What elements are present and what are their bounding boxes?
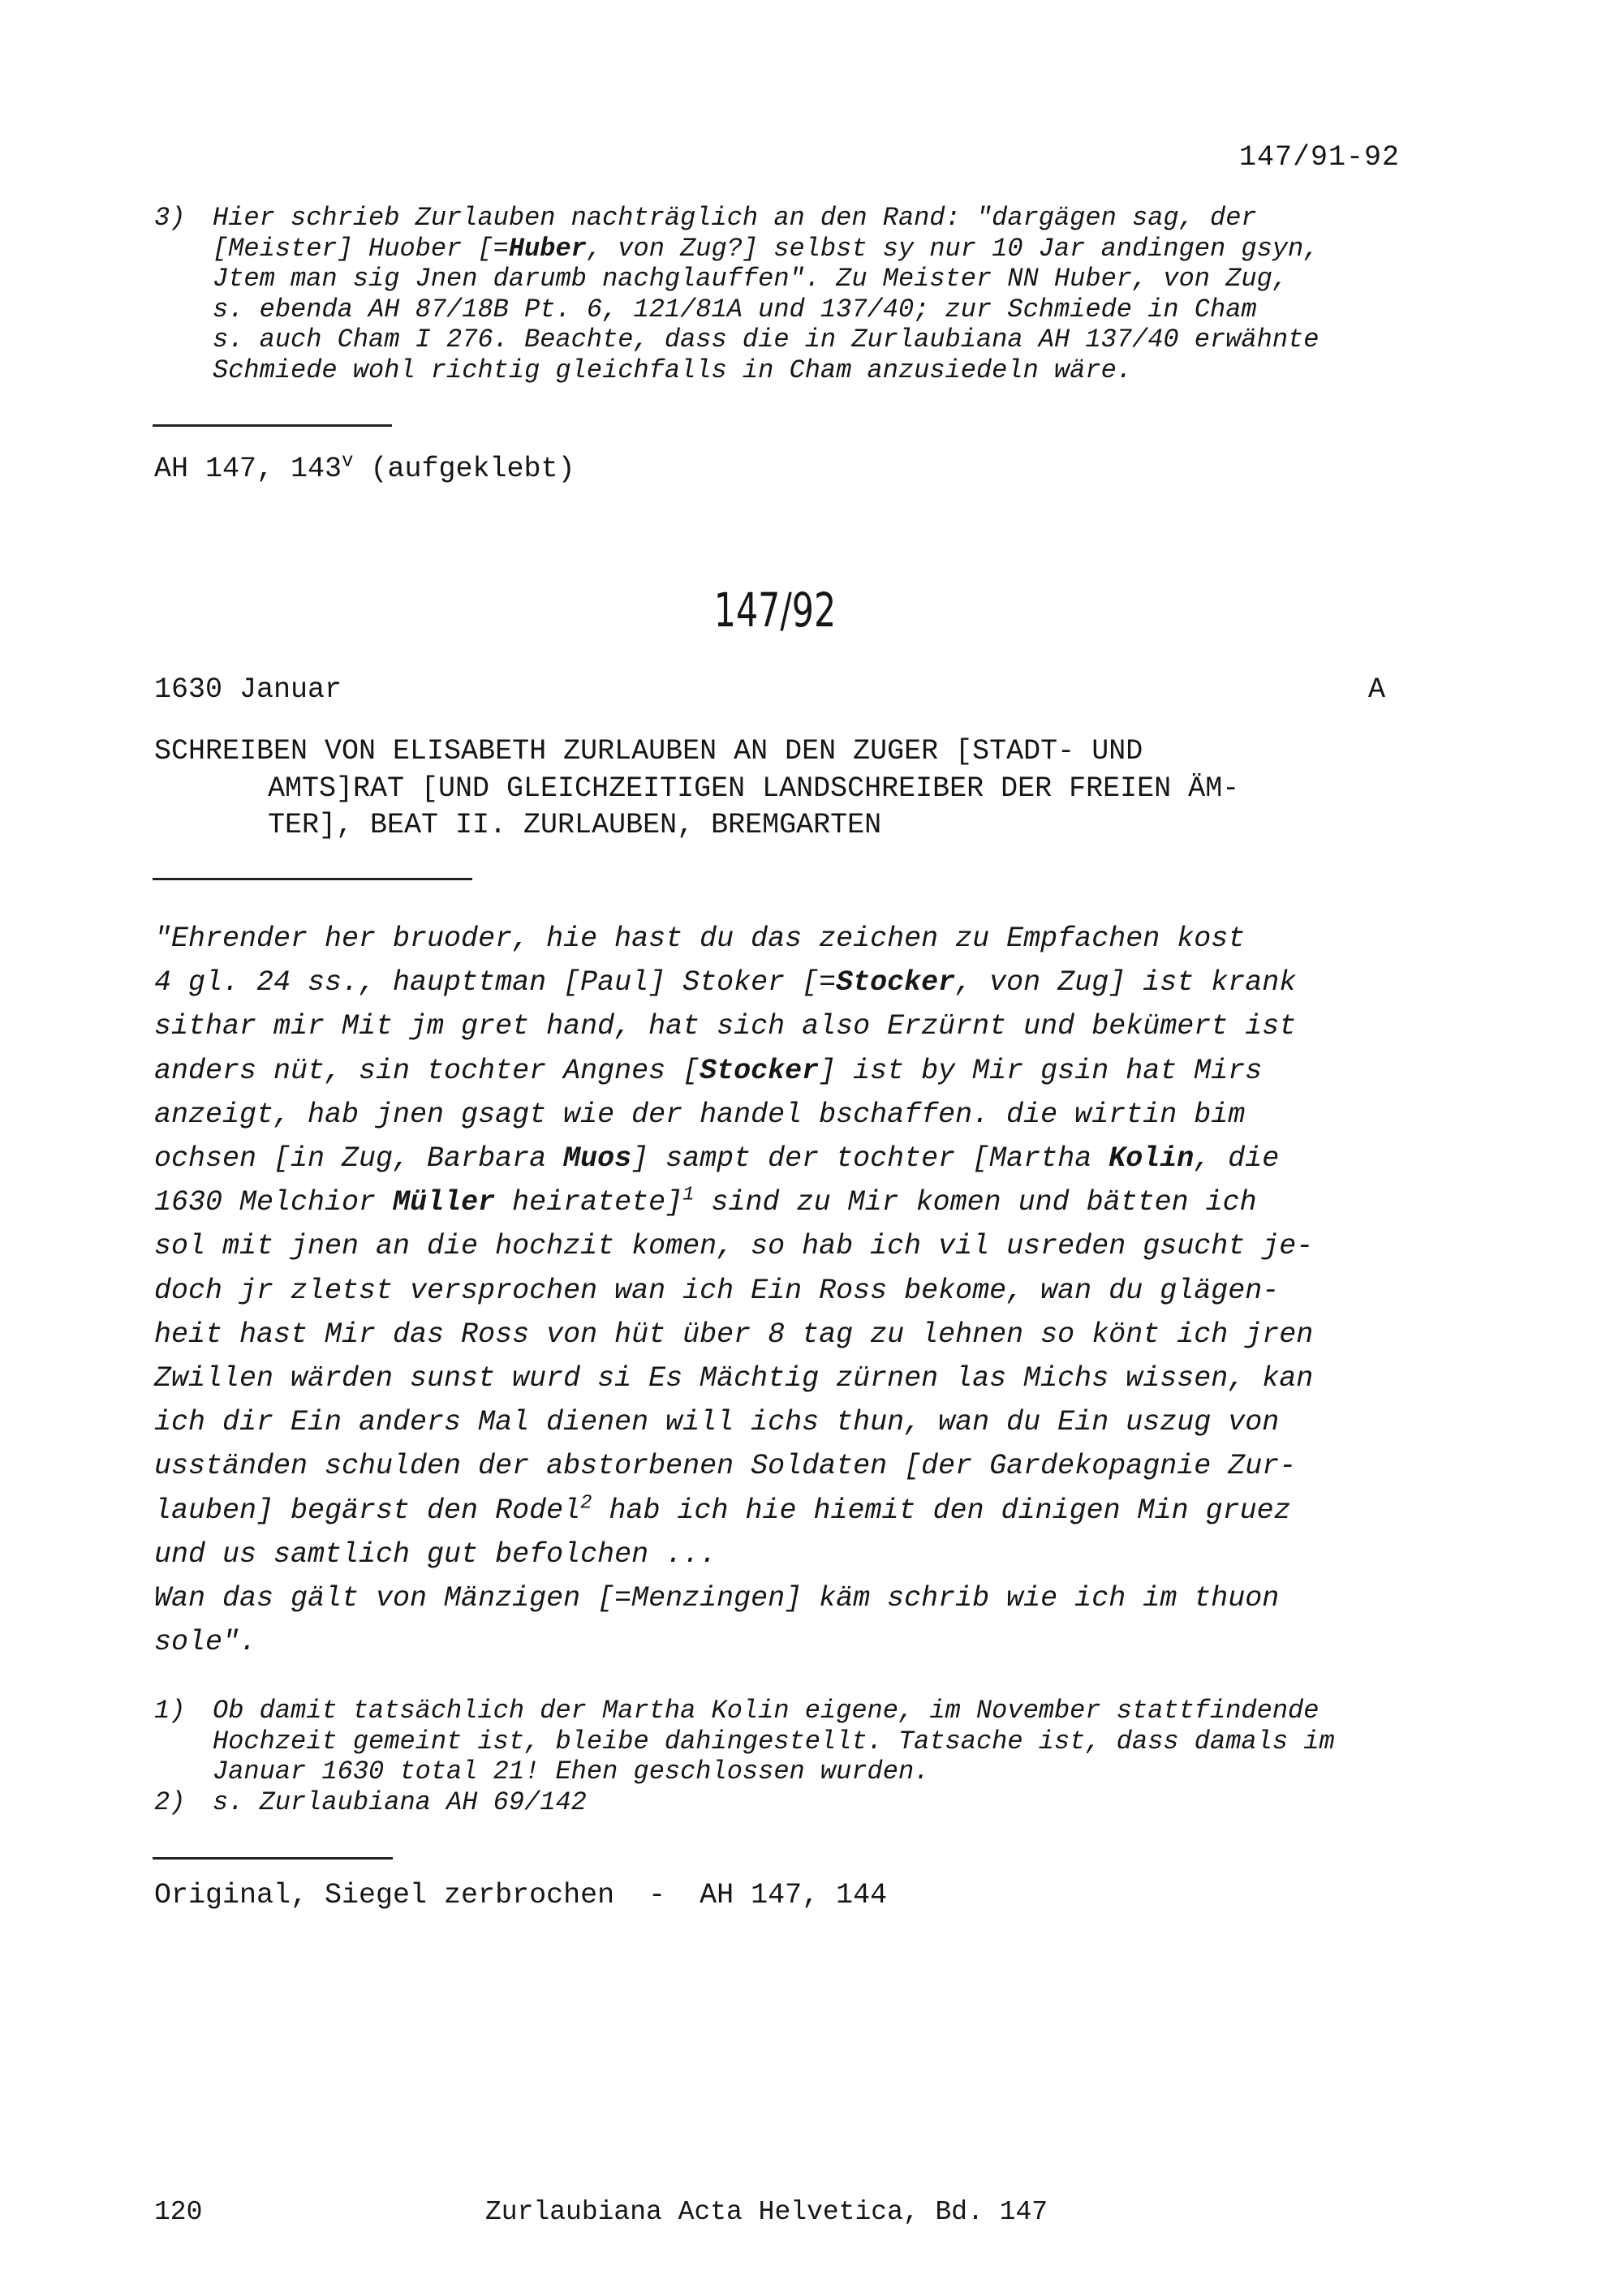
footnote-3 <box>154 203 1420 385</box>
text-segment: [Meister] Huober [= <box>213 233 509 264</box>
text-segment: Schmiede wohl richtig gleichfalls in Cham anzusiedeln wäre. <box>213 355 1132 385</box>
text-segment: sind zu Mir komen und bätten ich <box>694 1186 1257 1219</box>
footnote-line: s. Zurlaubiana AH 69/142 <box>213 1786 587 1817</box>
emphasized-name: Huber <box>508 233 587 264</box>
letter-line <box>154 1224 1420 1268</box>
footnote-number: 2) <box>154 1786 186 1817</box>
text-segment: Wan das gält von Mänzigen [=Menzingen] käm schrib wie ich im thuon <box>154 1582 1280 1615</box>
text-segment: sithar mir Mit jm gret hand, hat sich also Erzürnt und bekümert ist <box>154 1010 1297 1043</box>
letter-line <box>154 1533 1420 1576</box>
text-segment: hab ich hie hiemit den dinigen Min gruez <box>592 1494 1291 1527</box>
letter-line <box>154 1004 1420 1048</box>
previous-source-suffix: (aufgeklebt) <box>353 453 575 485</box>
emphasized-name: Stocker <box>836 966 956 1000</box>
text-segment: ] sampt der tochter [Martha <box>631 1142 1109 1176</box>
document-date: 1630 Januar <box>154 673 342 706</box>
document-number: 147/92 <box>713 583 837 638</box>
emphasized-name: Muos <box>563 1142 632 1176</box>
text-segment: und us samtlich gut befolchen ... <box>154 1537 717 1571</box>
text-segment: ] ist by Mir gsin hat Mirs <box>819 1054 1263 1087</box>
text-segment: sole". <box>154 1626 257 1659</box>
text-segment: anzeigt, hab jnen gsagt wie der handel bschaffen. die wirtin bim <box>154 1098 1246 1131</box>
footnote-reference: 2 <box>580 1491 592 1514</box>
emphasized-name: Stocker <box>700 1054 820 1087</box>
footnote-text <box>213 1787 1420 1818</box>
letter-line <box>154 1400 1420 1444</box>
letter-line <box>154 1180 1420 1224</box>
page-reference: 147/91-92 <box>1238 141 1400 174</box>
letter-line <box>154 1357 1420 1400</box>
document-type-code: A <box>1368 673 1386 706</box>
page-number: 120 <box>154 2197 203 2227</box>
footnote-line: Ob damit tatsächlich der Martha Kolin eigene, im November stattfindende <box>213 1696 1319 1726</box>
footnote-number: 1) <box>154 1696 186 1726</box>
text-segment: Jtem man sig Jnen darumb nachglauffen". Zu Meister NN Huber, von Zug, <box>213 264 1289 294</box>
footer-title: Zurlaubiana Acta Helvetica, Bd. 147 <box>485 2197 1048 2227</box>
footnote-reference: 1 <box>682 1184 695 1206</box>
text-segment: lauben] begärst den Rodel <box>154 1494 581 1527</box>
text-segment: anders nüt, sin tochter Angnes [ <box>154 1054 700 1087</box>
footnote-line: Januar 1630 total 21! Ehen geschlossen wurden. <box>213 1756 930 1786</box>
text-segment: ich dir Ein anders Mal dienen will ichs thun, wan du Ein uszug von <box>154 1406 1280 1439</box>
section-divider <box>153 1857 393 1860</box>
source-line: Original, Siegel zerbrochen - AH 147, 144 <box>154 1879 888 1911</box>
letter-line <box>154 1620 1420 1664</box>
footnote-text <box>213 203 1420 385</box>
previous-source-verso: v <box>342 450 354 473</box>
footnote <box>154 1696 1420 1787</box>
text-segment: heit hast Mir das Ross von hüt über 8 tag zu lehnen so könt ich jren <box>154 1318 1314 1351</box>
footnote-line <box>213 264 1420 295</box>
document-heading <box>154 733 1420 845</box>
text-segment: doch jr zletst versprochen wan ich Ein Ross bekome, wan du glägen- <box>154 1274 1280 1307</box>
section-divider <box>153 878 472 880</box>
footnote-number: 3) <box>154 203 186 233</box>
letter-line <box>154 1489 1420 1533</box>
previous-source-prefix: AH 147, 143 <box>154 453 342 485</box>
text-segment: ochsen [in Zug, Barbara <box>154 1142 564 1176</box>
heading-line: AMTS]RAT [UND GLEICHZEITIGEN LANDSCHREIBER DER FREIEN ÄM- <box>268 772 1240 805</box>
letter-line <box>154 1313 1420 1357</box>
footnote-line <box>213 355 1420 386</box>
text-segment: , von Zug?] selbst sy nur 10 Jar andingen gsyn, <box>586 233 1319 264</box>
text-segment: sol mit jnen an die hochzit komen, so hab ich vil usreden gsucht je- <box>154 1230 1314 1263</box>
text-segment: 1630 Melchior <box>154 1186 394 1219</box>
letter-text <box>154 917 1420 1664</box>
text-segment: Hier schrieb Zurlauben nachträglich an den Rand: "dargägen sag, der <box>213 203 1257 233</box>
letter-line <box>154 917 1420 961</box>
letter-line <box>154 1576 1420 1620</box>
letter-line <box>154 1137 1420 1180</box>
footnote-line <box>213 203 1420 234</box>
footnote-line <box>213 234 1420 264</box>
heading-line: SCHREIBEN VON ELISABETH ZURLAUBEN AN DEN ZUGER [STADT- UND <box>154 735 1143 767</box>
previous-source-line <box>154 450 575 485</box>
text-segment: Zwillen wärden sunst wurd si Es Mächtig zürnen las Michs wissen, kan <box>154 1362 1314 1395</box>
footnote-text <box>213 1696 1420 1787</box>
text-segment: , von Zug] ist krank <box>955 966 1297 1000</box>
footnotes <box>154 1696 1436 1817</box>
footnote <box>154 1787 1420 1818</box>
letter-line <box>154 961 1420 1004</box>
text-segment: 4 gl. 24 ss., haupttman [Paul] Stoker [= <box>154 966 837 1000</box>
text-segment: , die <box>1194 1142 1280 1176</box>
letter-line <box>154 1269 1420 1313</box>
text-segment: "Ehrender her bruoder, hie hast du das zeichen zu Empfachen kost <box>154 922 1246 955</box>
letter-line <box>154 1049 1420 1093</box>
section-divider <box>153 424 392 427</box>
text-segment: s. ebenda AH 87/18B Pt. 6, 121/81A und 137/40; zur Schmiede in Cham <box>213 294 1257 325</box>
footnote-line <box>213 325 1420 355</box>
letter-line <box>154 1444 1420 1488</box>
text-segment: usständen schulden der abstorbenen Soldaten [der Gardekopagnie Zur- <box>154 1450 1297 1483</box>
text-segment: s. auch Cham I 276. Beachte, dass die in Zurlaubiana AH 137/40 erwähnte <box>213 325 1319 355</box>
footnote-line <box>213 295 1420 325</box>
emphasized-name: Kolin <box>1109 1142 1195 1176</box>
letter-line <box>154 1093 1420 1137</box>
heading-line: TER], BEAT II. ZURLAUBEN, BREMGARTEN <box>268 809 882 841</box>
emphasized-name: Müller <box>393 1186 496 1219</box>
footnote-line: Hochzeit gemeint ist, bleibe dahingestellt. Tatsache ist, dass damals im <box>213 1726 1335 1756</box>
text-segment: heiratete] <box>495 1186 683 1219</box>
